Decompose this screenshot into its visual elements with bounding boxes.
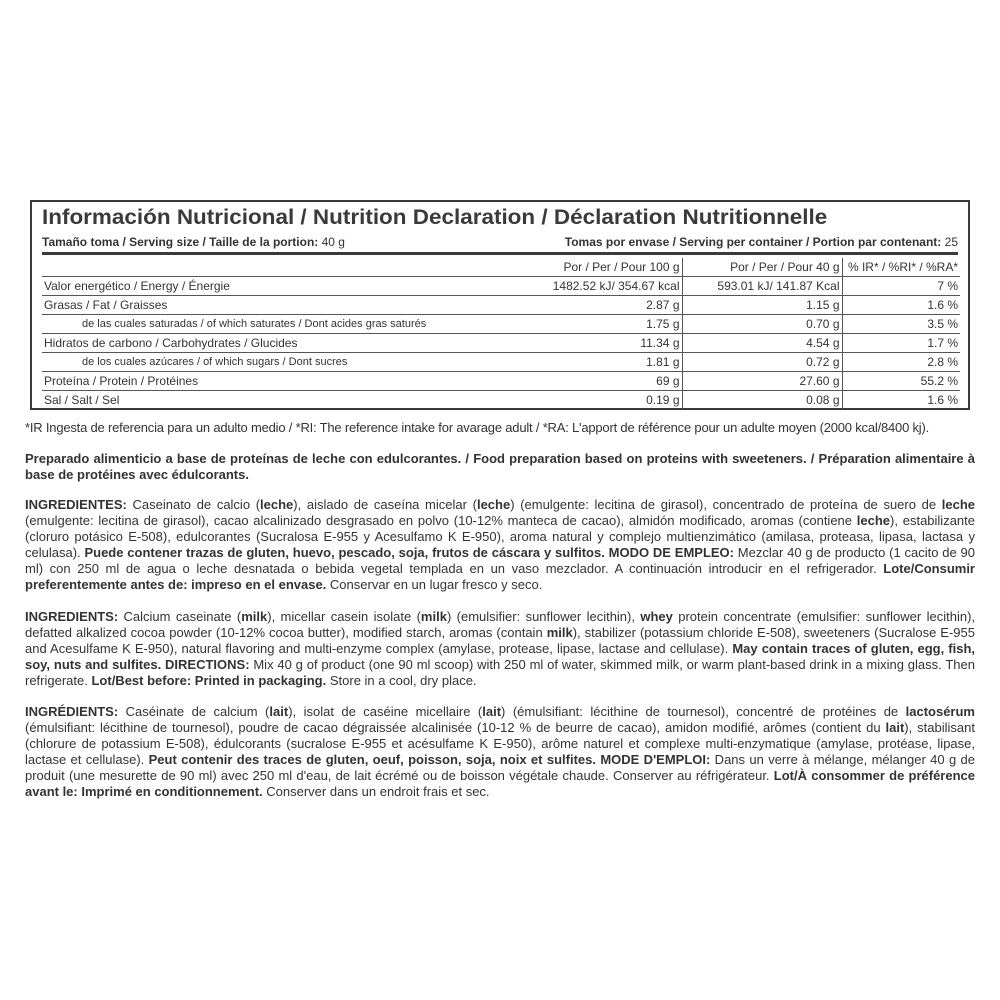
nutrient-name: de los cuales azúcares / of which sugars / Dont sucres — [42, 353, 510, 372]
serving-size-value: 40 g — [321, 235, 345, 249]
table-row — [42, 315, 960, 334]
ingredients-text: protein concentrate (emulsifier: sunflower lecithin), defatted alkalized cocoa powder (10-12% cocoa butter), modified starch, aromas (contain — [25, 609, 976, 640]
per100-value: 69 g — [510, 372, 682, 391]
per40-value: 1.15 g — [682, 296, 842, 315]
ingredients-text: ), micellar casein isolate ( — [267, 609, 421, 624]
allergen: lait — [269, 704, 289, 719]
storage-text: Conservar en un lugar fresco y seco. — [326, 577, 543, 592]
allergen: milk — [546, 625, 573, 640]
allergen: milk — [420, 609, 447, 624]
column-header-nutrient — [42, 258, 510, 277]
per100-value: 1482.52 kJ/ 354.67 kcal — [510, 277, 682, 296]
directions-text: Dans un verre à mélange, mélanger 40 g de produit (une mesurette de 90 ml) avec 250 ml d'eau, de lait écrémé ou de boisson végétale chaude. Conserver au réfrigérateur. — [25, 752, 975, 783]
nutrient-name: Hidratos de carbono / Carbohydrates / Glucides — [42, 334, 510, 353]
directions-text: Mezclar 40 g de producto (1 cacito de 90 ml) con 250 ml de agua o leche desnatada o bebida vegetal templada en un vaso mezclador. A continuación introducir en el refrigerador. — [25, 545, 975, 576]
table-row — [42, 372, 960, 391]
per100-value: 11.34 g — [510, 334, 682, 353]
preparation-description: Preparado alimenticio a base de proteínas de leche con edulcorantes. / Food preparation based on proteins with sweeteners. / Préparation alimentaire à base de protéines avec édulcorants. — [25, 451, 975, 482]
per40-value: 27.60 g — [682, 372, 842, 391]
allergen: lait — [885, 720, 905, 735]
allergen-warning: Puede contener trazas de gluten, huevo, pescado, soja, frutos de cáscara y sulfitos. MODO DE EMPLEO: — [84, 545, 734, 560]
header-rule — [42, 252, 958, 255]
reference-intake-note: *IR Ingesta de referencia para un adulto medio / *RI: The reference intake for avarage adult / *RA: L'apport de référence pour un adulte moyen (2000 kcal/8400 kj). — [25, 420, 930, 435]
per100-value: 2.87 g — [510, 296, 682, 315]
ingredients-text: Caséinate de calcium ( — [118, 704, 270, 719]
allergen-warning: Peut contenir des traces de gluten, oeuf, poisson, soja, noix et sulfites. MODE D'EMPLOI: — [148, 752, 711, 767]
per40-value: 4.54 g — [682, 334, 842, 353]
servings-per-container — [565, 235, 958, 250]
nutrition-table — [42, 258, 960, 409]
ri-value: 1.6 % — [842, 296, 960, 315]
ingredients-text: Caseinato de calcio ( — [126, 497, 261, 512]
ri-value: 55.2 % — [842, 372, 960, 391]
ingredients-text: ), estabilizante (cloruro potásico E-508), edulcorantes (Sucralosa E-955 y Acesulfamo K E-950), aroma natural y complejo multienzimático (amilasa, proteasa, lipasa, lactasa y celulasa). — [25, 513, 976, 560]
ingredients-text: ), stabilisant (chlorure de potassium E-508), édulcorants (sucralose E-955 et acésulfame K E-950), arôme naturel et complexe multi-enzymatique (amylase, protéase, lipase, lactase et cellulase). — [25, 720, 975, 767]
table-row — [42, 353, 960, 372]
column-header-per100: Por / Per / Pour 100 g — [510, 258, 682, 277]
ingredients-text: ) (emulsifier: sunflower lecithin), — [446, 609, 641, 624]
storage-text: Store in a cool, dry place. — [326, 673, 477, 688]
per40-value: 0.70 g — [682, 315, 842, 334]
allergen: whey — [640, 609, 673, 624]
ingredients-text: ), stabilizer (potassium chloride E-508), sweeteners (Sucralose E-955 and Acesulfame K E-950), natural flavoring and multi-enzyme complex (amylase, protease, lipase, lactase and cellulase). — [25, 625, 975, 656]
ingredients-spanish — [25, 497, 975, 593]
directions-text: Mix 40 g of product (one 90 ml scoop) with 250 ml of water, skimmed milk, or warm plant-based drink in a mixing glass. Then refrigerate. — [25, 657, 975, 688]
column-header-ri: % IR* / %RI* / %RA* — [842, 258, 960, 277]
lot-info: Lote/Consumir preferentemente antes de: impreso en el envase. — [25, 561, 975, 592]
serving-size-label: Tamaño toma / Serving size / Taille de la portion: — [42, 235, 319, 249]
per40-value: 0.72 g — [682, 353, 842, 372]
ingredients-text: ), isolat de caséine micellaire ( — [288, 704, 483, 719]
allergen: milk — [241, 609, 268, 624]
allergen: leche — [476, 497, 511, 512]
nutrient-name: de las cuales saturadas / of which saturates / Dont acides gras saturés — [42, 315, 510, 334]
allergen-warning: May contain traces of gluten, egg, fish, soy, nuts and sulfites. DIRECTIONS: — [25, 641, 975, 672]
allergen: leche — [856, 513, 891, 528]
nutrition-panel — [30, 200, 970, 410]
lot-info: Lot/Best before: Printed in packaging. — [91, 673, 327, 688]
ri-value: 1.7 % — [842, 334, 960, 353]
serving-size — [42, 235, 345, 250]
ingredients-text: ) (emulgente: lecitina de girasol), concentrado de proteína de suero de — [510, 497, 942, 512]
ri-value: 1.6 % — [927, 392, 958, 407]
table-header-row — [42, 258, 960, 277]
ingredients-heading: INGREDIENTES: — [25, 497, 127, 512]
per100-value: 1.75 g — [510, 315, 682, 334]
ingredients-text: (émulsifiant: lécithine de tournesol), poudre de cacao dégraissée alcalinisée (10-12 % de beurre de cacao), amidon modifié, arômes (contient du — [25, 720, 886, 735]
panel-title: Información Nutricional / Nutrition Declaration / Déclaration Nutritionnelle — [42, 206, 828, 229]
ingredients-text: ) (émulsifiant: lécithine de tournesol), concentré de protéines de — [501, 704, 906, 719]
nutrient-name: Proteína / Protein / Protéines — [42, 372, 510, 391]
ingredients-text: (emulgente: lecitina de girasol), cacao alcalinizado desgrasado en polvo (10-12% manteca de cacao), almidón modificado, aromas (contiene — [25, 513, 857, 528]
per100-value: 0.19 g — [510, 391, 682, 410]
allergen: leche — [260, 497, 294, 512]
nutrient-name: Grasas / Fat / Graisses — [42, 296, 510, 315]
per40-value: 593.01 kJ/ 141.87 Kcal — [682, 277, 842, 296]
storage-text: Conserver dans un endroit frais et sec. — [262, 784, 490, 799]
table-row — [42, 277, 960, 296]
table-row — [42, 334, 960, 353]
lot-info: Lot/À consommer de préférence avant le: Imprimé en conditionnement. — [25, 768, 975, 799]
ri-value: 3.5 % — [842, 315, 960, 334]
allergen: leche — [941, 497, 975, 512]
allergen: lait — [482, 704, 502, 719]
ingredients-heading: INGRÉDIENTS: — [25, 704, 119, 719]
nutrient-name: Valor energético / Energy / Énergie — [42, 277, 510, 296]
per100-value: 1.81 g — [510, 353, 682, 372]
ingredients-english — [25, 609, 975, 689]
serving-info — [42, 235, 958, 250]
servings-label: Tomas por envase / Serving per container / Portion par contenant: — [564, 235, 942, 249]
ri-value: 7 % — [842, 277, 960, 296]
per40-value: 0.08 g — [682, 391, 842, 410]
allergen: lactosérum — [905, 704, 975, 719]
ingredients-text: Calcium caseinate ( — [118, 609, 242, 624]
ingredients-text: ), aislado de caseína micelar ( — [293, 497, 477, 512]
servings-value: 25 — [944, 235, 958, 249]
nutrient-name: Sal / Salt / Sel — [44, 392, 120, 407]
ri-value: 2.8 % — [842, 353, 960, 372]
table-row — [42, 391, 960, 410]
ingredients-french — [25, 704, 975, 800]
ingredients-heading: INGREDIENTS: — [25, 609, 119, 624]
table-row — [42, 296, 960, 315]
column-header-per40: Por / Per / Pour 40 g — [682, 258, 842, 277]
